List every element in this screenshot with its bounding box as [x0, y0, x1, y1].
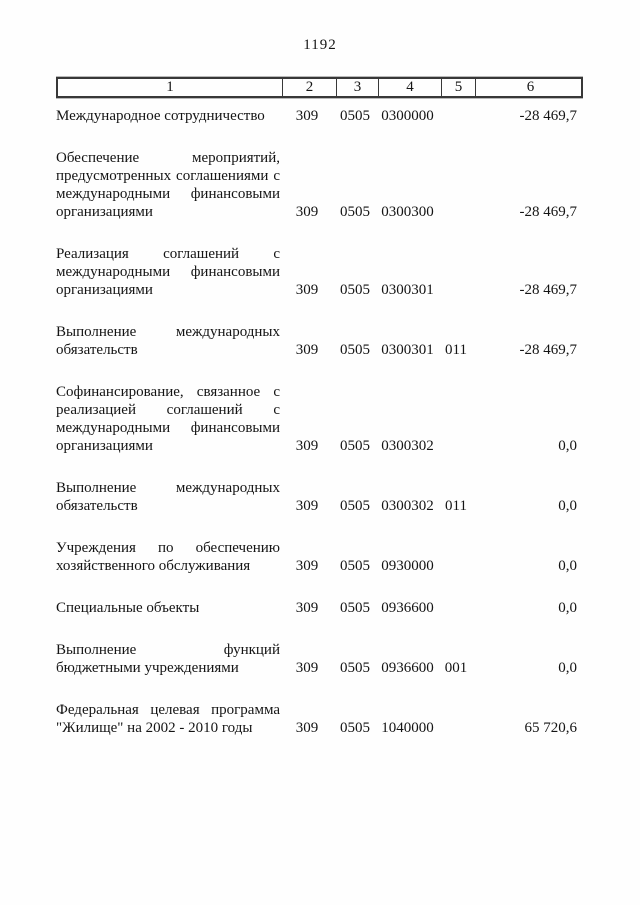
chapter-code-cell: 309: [295, 720, 319, 736]
section-code-cell: 0505: [340, 660, 370, 676]
table-row: [56, 323, 583, 359]
section-code-cell: 0505: [340, 498, 370, 514]
table-row: [56, 641, 583, 677]
amount-cell: 0,0: [558, 498, 577, 514]
amount-cell: -28 469,7: [519, 282, 577, 298]
row-name-cell: Выполнение международных обязательств: [56, 324, 280, 358]
section-code-cell: 0505: [340, 342, 370, 358]
target-item-code-cell: 0300301: [381, 282, 434, 298]
chapter-code-cell: 309: [295, 342, 319, 358]
target-item-code-cell: 0300301: [381, 342, 434, 358]
target-item-code-cell: 0300302: [381, 498, 434, 514]
header-cell-5: 5: [441, 79, 475, 96]
table-row: [56, 701, 583, 737]
table-header-row: [56, 77, 583, 98]
table-row: [56, 599, 583, 617]
chapter-code-cell: 309: [295, 204, 319, 220]
target-item-code-cell: 0300300: [381, 204, 434, 220]
section-code-cell: 0505: [340, 720, 370, 736]
row-name-cell: Учреждения по обеспечению хозяйственного обслуживания: [56, 540, 280, 574]
expense-type-code-cell: 011: [445, 498, 467, 514]
section-code-cell: 0505: [340, 438, 370, 454]
amount-cell: 0,0: [558, 558, 577, 574]
table-row: [56, 539, 583, 575]
section-code-cell: 0505: [340, 108, 370, 124]
header-cell-1: 1: [166, 79, 174, 95]
row-name-cell: Федеральная целевая программа "Жилище" на 2002 - 2010 годы: [56, 702, 280, 736]
chapter-code-cell: 309: [295, 498, 319, 514]
chapter-code-cell: 309: [295, 438, 319, 454]
header-cell-6: 6: [475, 79, 585, 96]
amount-cell: 65 720,6: [524, 720, 577, 736]
amount-cell: 0,0: [558, 600, 577, 616]
target-item-code-cell: 0930000: [381, 558, 434, 574]
section-code-cell: 0505: [340, 558, 370, 574]
target-item-code-cell: 0300000: [381, 108, 434, 124]
target-item-code-cell: 1040000: [381, 720, 434, 736]
target-item-code-cell: 0936600: [381, 600, 434, 616]
expense-type-code-cell: 001: [444, 660, 468, 676]
row-name-cell: Специальные объекты: [56, 600, 200, 616]
section-code-cell: 0505: [340, 282, 370, 298]
table-row: [56, 245, 583, 299]
amount-cell: 0,0: [558, 660, 577, 676]
chapter-code-cell: 309: [295, 660, 319, 676]
chapter-code-cell: 309: [295, 282, 319, 298]
row-name-cell: Софинансирование, связанное с реализацией соглашений с международными финансовыми организациями: [56, 384, 280, 454]
header-cell-2: 2: [282, 79, 336, 96]
target-item-code-cell: 0300302: [381, 438, 434, 454]
chapter-code-cell: 309: [295, 600, 319, 616]
row-name-cell: Реализация соглашений с международными финансовыми организациями: [56, 246, 280, 298]
table-row: [56, 107, 583, 125]
amount-cell: -28 469,7: [519, 342, 577, 358]
amount-cell: 0,0: [558, 438, 577, 454]
table-row: [56, 383, 583, 455]
header-cell-3: 3: [336, 79, 378, 96]
header-cell-4: 4: [378, 79, 441, 96]
chapter-code-cell: 309: [295, 558, 319, 574]
amount-cell: -28 469,7: [519, 204, 577, 220]
target-item-code-cell: 0936600: [381, 660, 434, 676]
chapter-code-cell: 309: [295, 108, 319, 124]
section-code-cell: 0505: [340, 600, 370, 616]
table-row: [56, 479, 583, 515]
table-row: [56, 149, 583, 221]
row-name-cell: Обеспечение мероприятий, предусмотренных соглашениями с международными финансовыми организациями: [56, 150, 280, 220]
page-number: 1192: [303, 37, 337, 53]
expense-type-code-cell: 011: [445, 342, 467, 358]
amount-cell: -28 469,7: [519, 108, 577, 124]
row-name-cell: Международное сотрудничество: [56, 108, 265, 124]
budget-table: [56, 77, 583, 737]
row-name-cell: Выполнение функций бюджетными учреждениями: [56, 642, 280, 676]
row-name-cell: Выполнение международных обязательств: [56, 480, 280, 514]
section-code-cell: 0505: [340, 204, 370, 220]
